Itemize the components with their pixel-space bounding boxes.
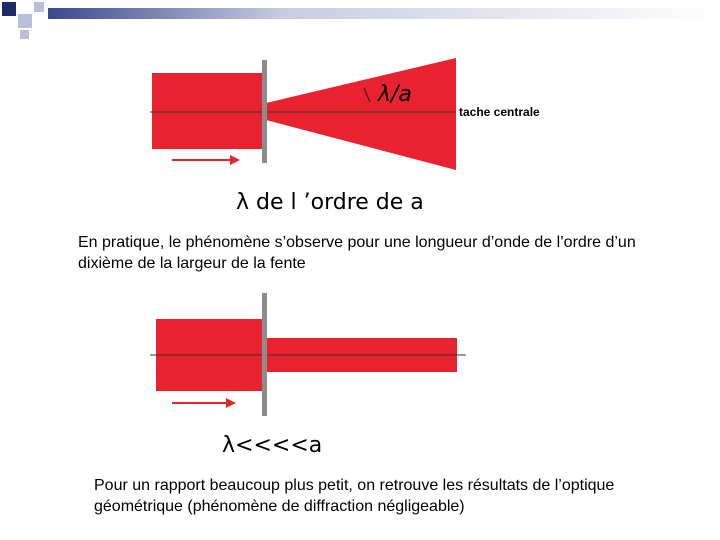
condition-label-2: λ<<<<a	[222, 433, 323, 458]
condition-label-1: λ de l ’ordre de a	[236, 190, 424, 215]
slit-screen	[262, 60, 267, 163]
central-spot-label: tache centrale	[459, 105, 540, 119]
diffracted-beam	[266, 58, 456, 170]
incident-beam	[152, 73, 262, 149]
caption-geometric-optics: Pour un rapport beaucoup plus petit, on retrouve les résultats de l’optique géométrique (phénomène de diffraction négligeable)	[94, 477, 615, 515]
angle-label: λ/a	[378, 82, 412, 107]
direction-arrow-head-2	[226, 398, 236, 408]
direction-arrow-head	[230, 155, 240, 165]
slit-screen-2	[262, 293, 267, 416]
caption-wavelength-comparable: En pratique, le phénomène s’observe pour une longueur d’onde de l’ordre d’un dixième de la largeur de la fente	[78, 234, 636, 272]
